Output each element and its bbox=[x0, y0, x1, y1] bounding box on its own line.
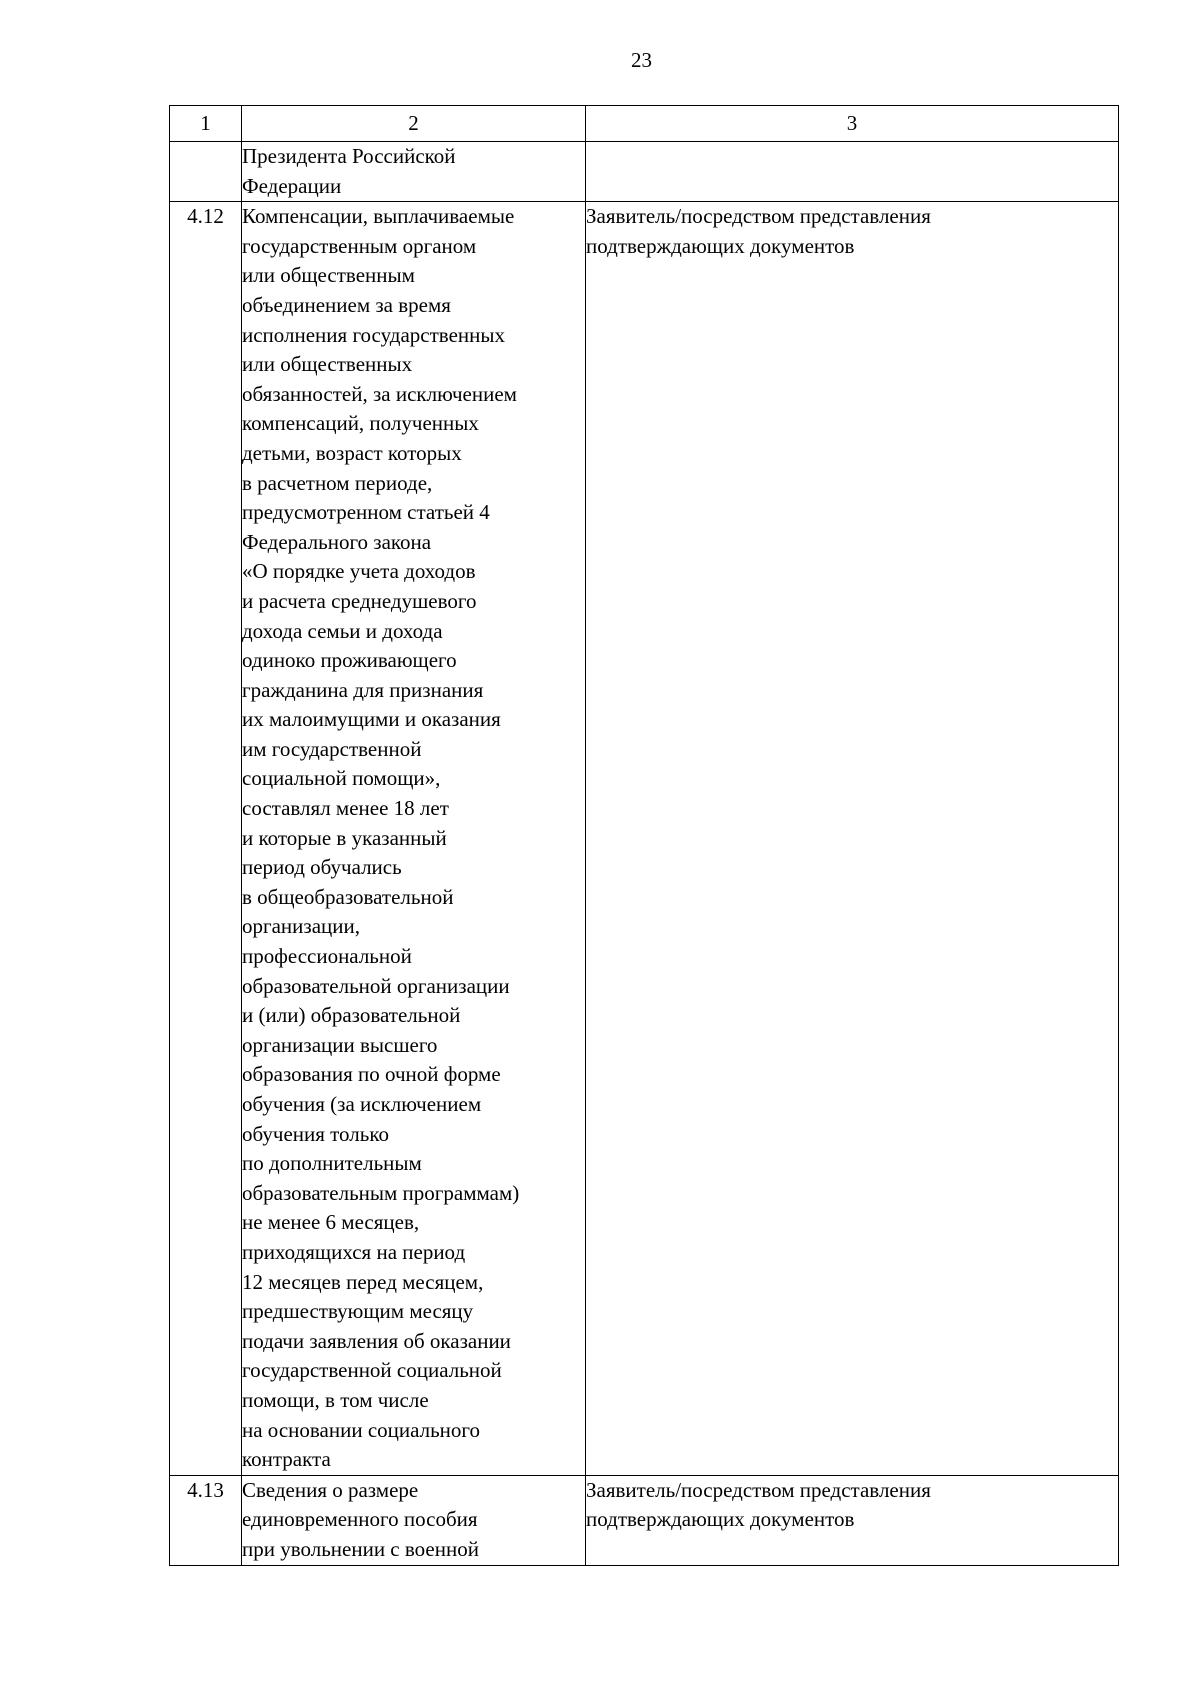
description-line: не менее 6 месяцев, bbox=[242, 1210, 420, 1235]
description-line: им государственной bbox=[242, 736, 422, 761]
description-line: в общеобразовательной bbox=[242, 884, 454, 909]
source-line: Заявитель/посредством представления bbox=[586, 204, 931, 229]
description-line: и которые в указанный bbox=[242, 825, 447, 850]
row-source-cell bbox=[586, 142, 1119, 202]
description-line: предусмотренном статьей 4 bbox=[242, 500, 490, 525]
table-row bbox=[170, 142, 1119, 202]
description-line: образовательным программам) bbox=[242, 1180, 520, 1205]
description-line: дохода семьи и дохода bbox=[242, 618, 443, 643]
description-line: одиноко проживающего bbox=[242, 648, 457, 673]
description-line: обязанностей, за исключением bbox=[242, 381, 517, 406]
description-line: их малоимущими и оказания bbox=[242, 707, 501, 732]
description-line: и расчета среднедушевого bbox=[242, 588, 477, 613]
row-description-cell bbox=[242, 202, 586, 1476]
row-description-cell bbox=[242, 142, 586, 202]
description-line: организации, bbox=[242, 914, 360, 939]
description-line: Федерации bbox=[242, 173, 342, 198]
source-line: Заявитель/посредством представления bbox=[586, 1477, 931, 1502]
table-header-row bbox=[170, 106, 1119, 142]
source-line: подтверждающих документов bbox=[586, 233, 855, 258]
description-line: профессиональной bbox=[242, 944, 412, 969]
table-row bbox=[170, 202, 1119, 1476]
description-line: по дополнительным bbox=[242, 1151, 422, 1176]
description-line: приходящихся на период bbox=[242, 1239, 466, 1264]
description-line: обучения только bbox=[242, 1121, 389, 1146]
description-line: Президента Российской bbox=[242, 144, 456, 168]
row-number-cell: 4.12 bbox=[170, 202, 242, 1476]
row-source-cell bbox=[586, 202, 1119, 1476]
row-number-cell: 4.13 bbox=[170, 1475, 242, 1565]
description-line: или общественным bbox=[242, 263, 415, 288]
description-line: помощи, в том числе bbox=[242, 1387, 429, 1412]
description-line: единовременного пособия bbox=[242, 1507, 478, 1532]
description-line: объединением за время bbox=[242, 292, 451, 317]
description-line: государственной социальной bbox=[242, 1358, 502, 1383]
description-line: составлял менее 18 лет bbox=[242, 796, 449, 821]
description-line: образования по очной форме bbox=[242, 1062, 501, 1087]
description-line: социальной помощи», bbox=[242, 766, 441, 791]
description-line: 12 месяцев перед месяцем, bbox=[242, 1269, 484, 1294]
description-line: период обучались bbox=[242, 855, 402, 880]
description-line: предшествующим месяцу bbox=[242, 1299, 474, 1324]
row-source-cell bbox=[586, 1475, 1119, 1565]
description-line: компенсаций, полученных bbox=[242, 411, 479, 436]
header-col-1: 1 bbox=[170, 106, 242, 142]
header-col-2: 2 bbox=[242, 106, 586, 142]
description-line: при увольнении с военной bbox=[242, 1536, 479, 1561]
description-line: детьми, возраст которых bbox=[242, 440, 462, 465]
description-line: гражданина для признания bbox=[242, 677, 484, 702]
table-body bbox=[170, 142, 1119, 1566]
row-number-cell bbox=[170, 142, 242, 202]
description-line: организации высшего bbox=[242, 1032, 438, 1057]
description-line: Компенсации, выплачиваемые bbox=[242, 204, 515, 229]
source-line: подтверждающих документов bbox=[586, 1507, 855, 1532]
document-table bbox=[169, 105, 1119, 1566]
description-line: «О порядке учета доходов bbox=[242, 559, 476, 584]
description-line: контракта bbox=[242, 1447, 331, 1472]
header-col-3: 3 bbox=[586, 106, 1119, 142]
description-line: государственным органом bbox=[242, 233, 477, 258]
page-number: 23 bbox=[631, 48, 652, 72]
description-line: в расчетном периоде, bbox=[242, 470, 433, 495]
description-line: на основании социального bbox=[242, 1417, 481, 1442]
description-line: исполнения государственных bbox=[242, 322, 505, 347]
description-line: обучения (за исключением bbox=[242, 1092, 482, 1116]
description-line: и (или) образовательной bbox=[242, 1003, 461, 1028]
description-line: Федерального закона bbox=[242, 529, 432, 554]
description-line: Сведения о размере bbox=[242, 1477, 419, 1502]
description-line: подачи заявления об оказании bbox=[242, 1328, 511, 1353]
table-row bbox=[170, 1475, 1119, 1565]
row-description-cell bbox=[242, 1475, 586, 1565]
description-line: или общественных bbox=[242, 352, 413, 377]
description-line: образовательной организации bbox=[242, 973, 510, 998]
